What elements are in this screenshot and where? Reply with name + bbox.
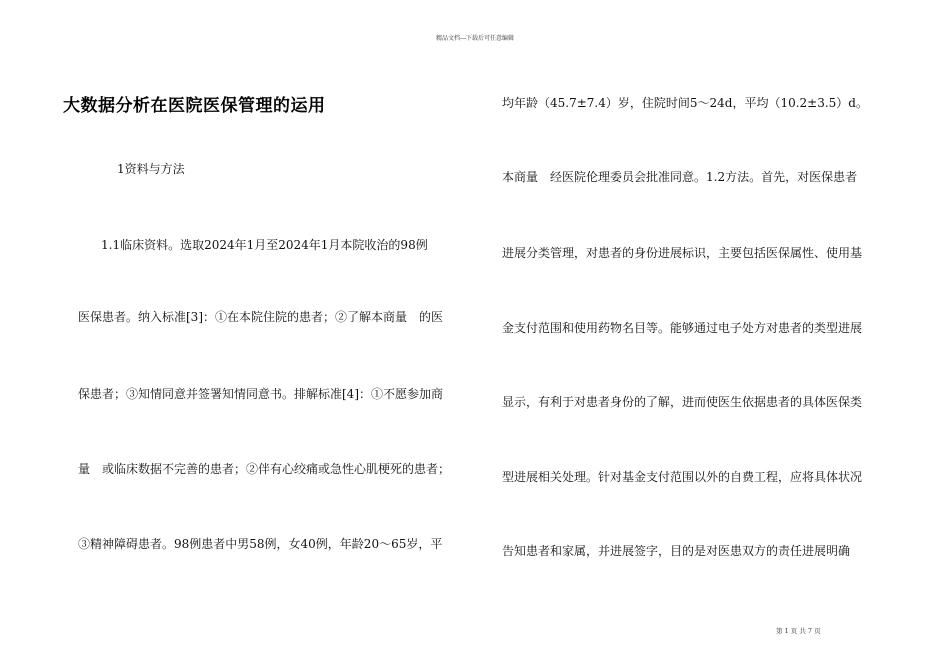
right-column-line-7: 告知患者和家属，并进展签字，目的是对医患双方的责任进展明确 bbox=[502, 544, 851, 558]
page-header: 精品文档---下载后可任意编辑 bbox=[435, 35, 515, 42]
right-column-line-1: 均年龄（45.7±7.4）岁，住院时间5～24d，平均（10.2±3.5）d。 bbox=[502, 96, 868, 110]
page-footer: 第 1 页 共 7 页 bbox=[776, 627, 821, 635]
left-column-line-1: 1.1临床资料。选取2024年1月至2024年1月本院收治的98例 bbox=[101, 238, 428, 252]
document-title: 大数据分析在医院医保管理的运用 bbox=[63, 96, 326, 116]
left-column-line-2: 医保患者。纳入标准[3]：①在本院住院的患者；②了解本商量 的医 bbox=[78, 310, 444, 324]
left-column-line-5: ③精神障碍患者。98例患者中男58例，女40例，年龄20～65岁，平 bbox=[78, 537, 443, 551]
left-column-line-3: 保患者；③知情同意并签署知情同意书。排解标准[4]：①不愿参加商 bbox=[78, 387, 444, 401]
right-column-line-3: 进展分类管理，对患者的身份进展标识，主要包括医保属性、使用基 bbox=[502, 246, 863, 260]
right-column-line-6: 型进展相关处理。针对基金支付范围以外的自费工程，应将具体状况 bbox=[502, 470, 863, 484]
right-column-line-5: 显示，有利于对患者身份的了解，进而使医生依据患者的具体医保类 bbox=[502, 395, 863, 409]
right-column-line-4: 金支付范围和使用药物名目等。能够通过电子处方对患者的类型进展 bbox=[502, 321, 863, 335]
section-heading: 1资料与方法 bbox=[117, 162, 185, 176]
right-column-line-2: 本商量 经医院伦理委员会批准同意。1.2方法。首先，对医保患者 bbox=[502, 170, 858, 184]
left-column-line-4: 量 或临床数据不完善的患者；②伴有心绞痛或急性心肌梗死的患者； bbox=[78, 462, 451, 476]
